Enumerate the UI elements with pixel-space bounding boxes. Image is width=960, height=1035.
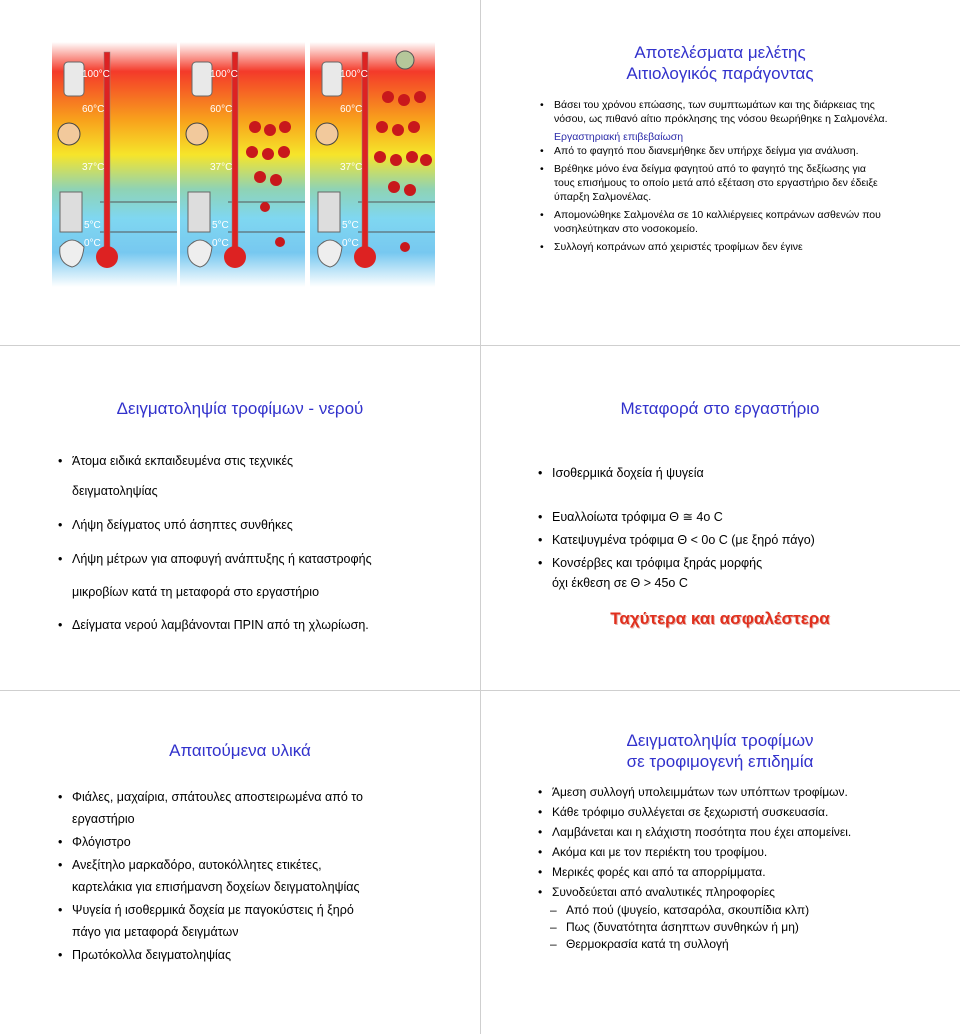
- transport-list: [536, 465, 936, 591]
- list-item: • Δείγματα νερού λαμβάνονται ΠΡΙΝ από τη χλωρίωση.: [56, 617, 456, 633]
- temp-label: 0°C: [212, 238, 229, 249]
- temp-label: 5°C: [342, 220, 359, 231]
- slide-thermometers: [0, 0, 480, 345]
- list-item: • Λαμβάνεται και η ελάχιστη ποσότητα που έχει απομείνει.: [536, 824, 866, 840]
- temp-label: 60°C: [210, 104, 233, 115]
- list-item: • Πρωτόκολλα δειγματοληψίας: [56, 947, 466, 963]
- list-item-subheading: Εργαστηριακή επιβεβαίωση: [554, 131, 684, 143]
- temp-label: 37°C: [82, 162, 105, 173]
- list-item: • Ευαλλοίωτα τρόφιμα Θ ≅ 4ο C: [536, 509, 936, 525]
- list-subitem: – Πως (δυνατότητα άσηπτων συνθηκών ή μη): [536, 919, 866, 935]
- slide-transport: [480, 345, 960, 690]
- outbreak-list: [536, 784, 866, 952]
- list-item: • Συνοδεύεται από αναλυτικές πληροφορίες: [536, 884, 866, 900]
- thermometer-illustration: [52, 42, 177, 287]
- list-item: • Λήψη μέτρων για αποφυγή ανάπτυξης ή καταστροφής: [56, 551, 456, 567]
- temp-label: 60°C: [340, 104, 363, 115]
- temp-label: 100°C: [210, 69, 238, 80]
- list-item-continuation: μικροβίων κατά τη μεταφορά στο εργαστήριο: [72, 585, 320, 599]
- list-item-continuation: καρτελάκια για επισήμανση δοχείων δειγματοληψίας: [72, 880, 360, 894]
- thermometer-panel-2: [180, 42, 305, 287]
- slide-title: Δειγματοληψία τροφίμων - νερού: [116, 399, 364, 418]
- materials-list: [56, 789, 466, 963]
- temp-label: 37°C: [210, 162, 233, 173]
- slide-title: [480, 730, 960, 772]
- list-item: • Ψυγεία ή ισοθερμικά δοχεία με παγοκύστεις ή ξηρό: [56, 902, 466, 918]
- thermometer-illustration: [180, 42, 305, 287]
- temp-label: 0°C: [342, 238, 359, 249]
- temp-label: 5°C: [84, 220, 101, 231]
- list-item: • Μερικές φορές και από τα απορρίμματα.: [536, 864, 866, 880]
- slide-title-line: Αποτελέσματα μελέτης: [634, 43, 806, 62]
- temp-label: 5°C: [212, 220, 229, 231]
- transport-footer: Ταχύτερα και ασφαλέστερα: [610, 609, 830, 628]
- list-item-continuation: όχι έκθεση σε Θ > 45ο C: [552, 576, 688, 590]
- slide-sampling: [0, 345, 480, 690]
- list-item: • Άμεση συλλογή υπολειμμάτων των υπόπτων τροφίμων.: [536, 784, 866, 800]
- list-subitem: – Από πού (ψυγείο, κατσαρόλα, σκουπίδια κλπ): [536, 902, 866, 918]
- list-item: • Απομονώθηκε Σαλμονέλα σε 10 καλλιέργειες κοπράνων ασθενών που νοσηλεύτηκαν στο νοσοκομείο.: [538, 208, 888, 236]
- list-item: • Κατεψυγμένα τρόφιμα Θ < 0ο C (με ξηρό πάγο): [536, 532, 936, 548]
- list-item-continuation: πάγο για μεταφορά δειγμάτων: [72, 925, 239, 939]
- list-item: • Κονσέρβες και τρόφιμα ξηράς μορφής: [536, 555, 936, 571]
- list-item: • Βρέθηκε μόνο ένα δείγμα φαγητού από το φαγητό της δεξίωσης για τους επισήμους το οποίο μετά από εξέταση στο εργαστήριο δεν έδειξε ύπαρξη Σαλμονέλας.: [538, 162, 888, 204]
- list-item: • Ανεξίτηλο μαρκαδόρο, αυτοκόλλητες ετικέτες,: [56, 857, 466, 873]
- list-item: • Από το φαγητό που διανεμήθηκε δεν υπήρχε δείγμα για ανάλυση.: [538, 144, 888, 158]
- temp-label: 60°C: [82, 104, 105, 115]
- list-item: • Κάθε τρόφιμο συλλέγεται σε ξεχωριστή συσκευασία.: [536, 804, 866, 820]
- slide-materials: [0, 690, 480, 1035]
- temp-label: 37°C: [340, 162, 363, 173]
- list-item: • Φιάλες, μαχαίρια, σπάτουλες αποστειρωμένα από το: [56, 789, 466, 805]
- list-item: • Ακόμα και με τον περιέκτη του τροφίμου.: [536, 844, 866, 860]
- sampling-list: [56, 453, 456, 633]
- list-subitem: – Θερμοκρασία κατά τη συλλογή: [536, 936, 866, 952]
- slide-subtitle-line: Αιτιολογικός παράγοντας: [626, 64, 814, 83]
- slide-subtitle-line: σε τροφιμογενή επιδημία: [626, 752, 814, 771]
- slide-title: [520, 42, 920, 84]
- temp-label: 100°C: [340, 69, 368, 80]
- list-item: • Άτομα ειδικά εκπαιδευμένα στις τεχνικές: [56, 453, 456, 469]
- list-item: • Βάσει του χρόνου επώασης, των συμπτωμάτων και της διάρκειας της νόσου, ως πιθανό αίτιο πρόκλησης της νόσου θεωρήθηκε η Σαλμονέλα.: [538, 98, 888, 126]
- slide-title: Απαιτούμενα υλικά: [169, 741, 311, 760]
- slide-outbreak-sampling: [480, 690, 960, 1035]
- thermometer-panel-1: [52, 42, 177, 287]
- slide-title: Μεταφορά στο εργαστήριο: [620, 399, 820, 418]
- list-item-continuation: δειγματοληψίας: [72, 484, 158, 498]
- slide-title-line: Δειγματοληψία τροφίμων: [626, 731, 814, 750]
- results-list: [538, 98, 888, 258]
- list-item: • Λήψη δείγματος υπό άσηπτες συνθήκες: [56, 517, 456, 533]
- list-item: • Συλλογή κοπράνων από χειριστές τροφίμων δεν έγινε: [538, 240, 888, 254]
- thermometer-panel-3: [310, 42, 435, 287]
- thermometer-illustration: [310, 42, 435, 287]
- list-item: • Φλόγιστρο: [56, 834, 466, 850]
- list-item-continuation: εργαστήριο: [72, 812, 135, 826]
- list-item: • Ισοθερμικά δοχεία ή ψυγεία: [536, 465, 936, 481]
- temp-label: 0°C: [84, 238, 101, 249]
- temp-label: 100°C: [82, 69, 110, 80]
